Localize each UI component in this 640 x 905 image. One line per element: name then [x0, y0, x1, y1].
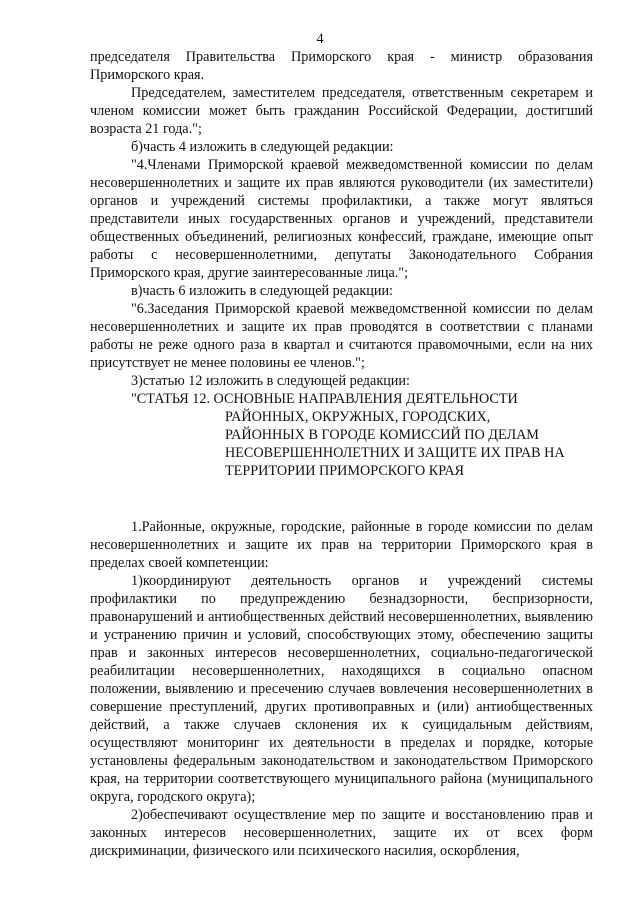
article-heading [90, 390, 593, 480]
paragraph: "6.Заседания Приморской краевой межведомственной комиссии по делам несовершеннолетних и защите их прав проводятся в соответствии с планами работы не реже одного раза в квартал и считаются правомочными, если на них присутствует не менее половины ее членов."; [90, 301, 593, 371]
paragraph: б)часть 4 изложить в следующей редакции: [131, 139, 394, 155]
paragraph: 2)обеспечивают осуществление мер по защите и восстановлению прав и законных интересов несовершеннолетних, защите их от всех форм дискриминации, физического или психического насилия, оскорбления, [90, 807, 593, 859]
spacer [90, 480, 593, 518]
page-number: 4 [316, 31, 324, 47]
paragraph: "4.Членами Приморской краевой межведомственной комиссии по делам несовершеннолетних и защите их прав являются руководители (их заместители) органов и учреждений системы профилактики, а также могут являться представители иных государственных органов и учреждений, представители общественных объединений, религиозных конфессий, граждане, имеющие опыт работы с несовершеннолетними, депутаты Законодательного Собрания Приморского края, другие заинтересованные лица."; [90, 157, 593, 281]
paragraph: председателя Правительства Приморского края - министр образования Приморского края. [90, 49, 593, 83]
paragraph: 3)статью 12 изложить в следующей редакции: [131, 373, 410, 389]
document-body [90, 48, 593, 860]
article-heading-line: РАЙОННЫХ, ОКРУЖНЫХ, ГОРОДСКИХ, [225, 409, 491, 425]
article-heading-line: НЕСОВЕРШЕННОЛЕТНИХ И ЗАЩИТЕ ИХ ПРАВ НА [225, 445, 565, 461]
paragraph: Председателем, заместителем председателя, ответственным секретарем и членом комиссии может быть гражданин Российской Федерации, достигший возраста 21 года."; [90, 85, 593, 137]
paragraph: в)часть 6 изложить в следующей редакции: [131, 283, 393, 299]
article-heading-line: ТЕРРИТОРИИ ПРИМОРСКОГО КРАЯ [225, 463, 465, 479]
paragraph: 1)координируют деятельность органов и учреждений системы профилактики по предупреждению безнадзорности, беспризорности, правонарушений и антиобщественных действий несовершеннолетних, выявлению и устранению причин и условий, способствующих этому, обеспечению защиты прав и законных интересов несовершеннолетних, социально-педагогической реабилитации несовершеннолетних, находящихся в социально опасном положении, выявлению и пресечению случаев вовлечения несовершеннолетних в совершение преступлений, других противоправных и (или) антиобщественных действий, а также случаев склонения их к суицидальным действиям, осуществляют мониторинг их деятельности в пределах и порядке, которые установлены федеральным законодательством и законодательством Приморского края, на территории соответствующего муниципального района (муниципального округа, городского округа); [90, 573, 593, 805]
article-heading-line: "СТАТЬЯ 12. ОСНОВНЫЕ НАПРАВЛЕНИЯ ДЕЯТЕЛЬНОСТИ [131, 391, 518, 407]
article-heading-line: РАЙОННЫХ В ГОРОДЕ КОМИССИЙ ПО ДЕЛАМ [225, 427, 539, 443]
paragraph: 1.Районные, окружные, городские, районные в городе комиссии по делам несовершеннолетних и защите их прав на территории Приморского края в пределах своей компетенции: [90, 519, 593, 571]
